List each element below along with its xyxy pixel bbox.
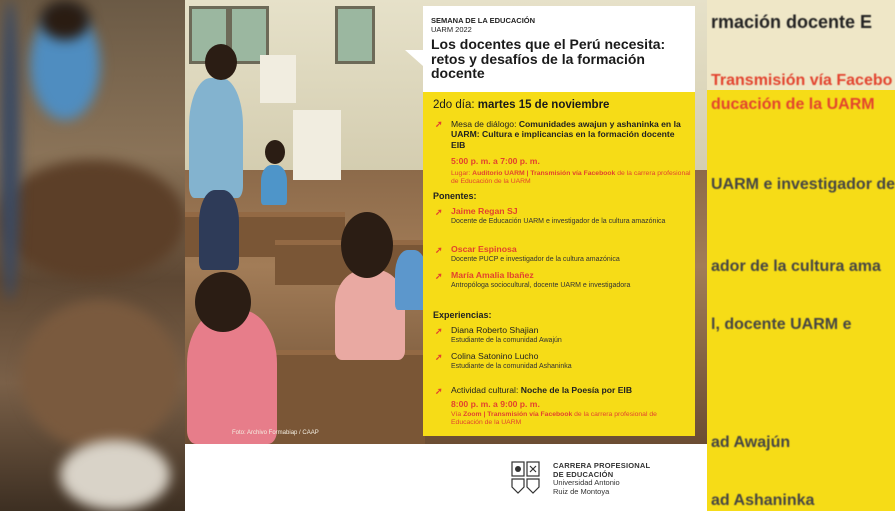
dialogue-time: 5:00 p. m. a 7:00 p. m. (451, 156, 540, 166)
experience-name: Diana Roberto Shajian (451, 325, 539, 335)
poster (293, 110, 341, 180)
logo-line2: DE EDUCACIÓN (553, 469, 614, 479)
place-suffix: de la carrera profesional de Educación de la UARM (451, 170, 691, 186)
via-suffix: de la carrera profesional de Educación de la UARM (451, 411, 657, 427)
dialogue-prefix: Mesa de diálogo: (451, 119, 517, 129)
dialogue-topic: Comunidades awajun y ashaninka en la UARM: Cultura e implicancias en la formación docente EIB (451, 119, 681, 150)
zoom-text: rmación docente E (711, 12, 873, 32)
cultural-time: 8:00 p. m. a 9:00 p. m. (451, 399, 540, 409)
teacher-legs (199, 190, 239, 270)
day-date: martes 15 de noviembre (477, 99, 610, 111)
cultural-via (451, 411, 683, 428)
arrow-icon: ➚ (435, 271, 443, 281)
speech-tail (405, 50, 423, 66)
experience-desc: Estudiante de la comunidad Ashaninka (451, 363, 572, 370)
event-kicker: SEMANA DE LA EDUCACIÓN (431, 16, 536, 25)
day-line (433, 99, 609, 111)
background-zoom-right (707, 0, 895, 511)
cultural-prefix: Actividad cultural: (451, 385, 519, 395)
dialogue-block (451, 119, 687, 150)
speaker-name: Jaime Regan SJ (451, 206, 518, 216)
via-prefix: Vía (451, 411, 462, 418)
zoom-text: ad Awajún (711, 434, 791, 451)
head (205, 44, 237, 80)
place-link[interactable]: Auditorio UARM | Transmisión vía Facebook (472, 170, 616, 177)
via-link[interactable]: Zoom | Transmisión vía Facebook (463, 411, 573, 418)
logo-line4: Ruiz de Montoya (553, 486, 610, 496)
arrow-icon: ➚ (435, 326, 443, 336)
speaker-desc: Docente de Educación UARM e investigador de la cultura amazónica (451, 218, 666, 225)
event-year: UARM 2022 (431, 25, 472, 34)
head (265, 140, 285, 164)
logo-line3: Universidad Antonio (553, 478, 620, 487)
university-logo-text (553, 462, 650, 496)
arrow-icon: ➚ (435, 119, 443, 129)
experiences-heading: Experiencias: (433, 310, 492, 320)
zoom-text: UARM e investigador de (711, 176, 895, 193)
experience-desc: Estudiante de la comunidad Awajún (451, 337, 562, 344)
photo-credit: Foto: Archivo Formabiap / CAAP (232, 430, 319, 436)
logo-line1: CARRERA PROFESIONAL (553, 461, 651, 470)
head (341, 212, 393, 278)
university-shield-icon (511, 461, 541, 495)
place-prefix: Lugar: (451, 170, 471, 177)
arrow-icon: ➚ (435, 207, 443, 217)
speaker-name: Oscar Espinosa (451, 244, 517, 254)
arrow-icon: ➚ (435, 245, 443, 255)
speakers-heading: Ponentes: (433, 191, 477, 201)
student-figure (261, 165, 287, 205)
head (195, 272, 251, 332)
zoom-text: l, docente UARM e (711, 316, 852, 333)
day-label: 2do día: (433, 99, 475, 111)
zoom-text: ducación de la UARM (711, 96, 875, 113)
poster (260, 55, 296, 103)
info-card (423, 6, 695, 436)
zoom-text: Transmisión vía Facebo (711, 72, 893, 89)
event-title: Los docentes que el Perú necesita: retos y desafíos de la formación docente (431, 36, 666, 81)
speaker-desc: Antropóloga sociocultural, docente UARM e investigadora (451, 282, 631, 289)
zoom-text: ad Ashaninka (711, 492, 815, 509)
speaker-desc: Docente PUCP e investigador de la cultura amazónica (451, 256, 620, 263)
card-header (423, 6, 695, 92)
experience-name: Colina Satonino Lucho (451, 351, 539, 361)
arrow-icon: ➚ (435, 386, 443, 396)
cultural-name: Noche de la Poesía por EIB (520, 385, 633, 395)
dialogue-place (451, 170, 691, 187)
event-flyer (185, 0, 707, 511)
teacher-figure (189, 78, 243, 198)
speaker-name: María Amalia Ibañez (451, 270, 534, 280)
cultural-line (451, 385, 691, 395)
arrow-icon: ➚ (435, 352, 443, 362)
zoom-text: ador de la cultura ama (711, 258, 881, 275)
window (335, 6, 375, 64)
background-photo-left (0, 0, 185, 511)
